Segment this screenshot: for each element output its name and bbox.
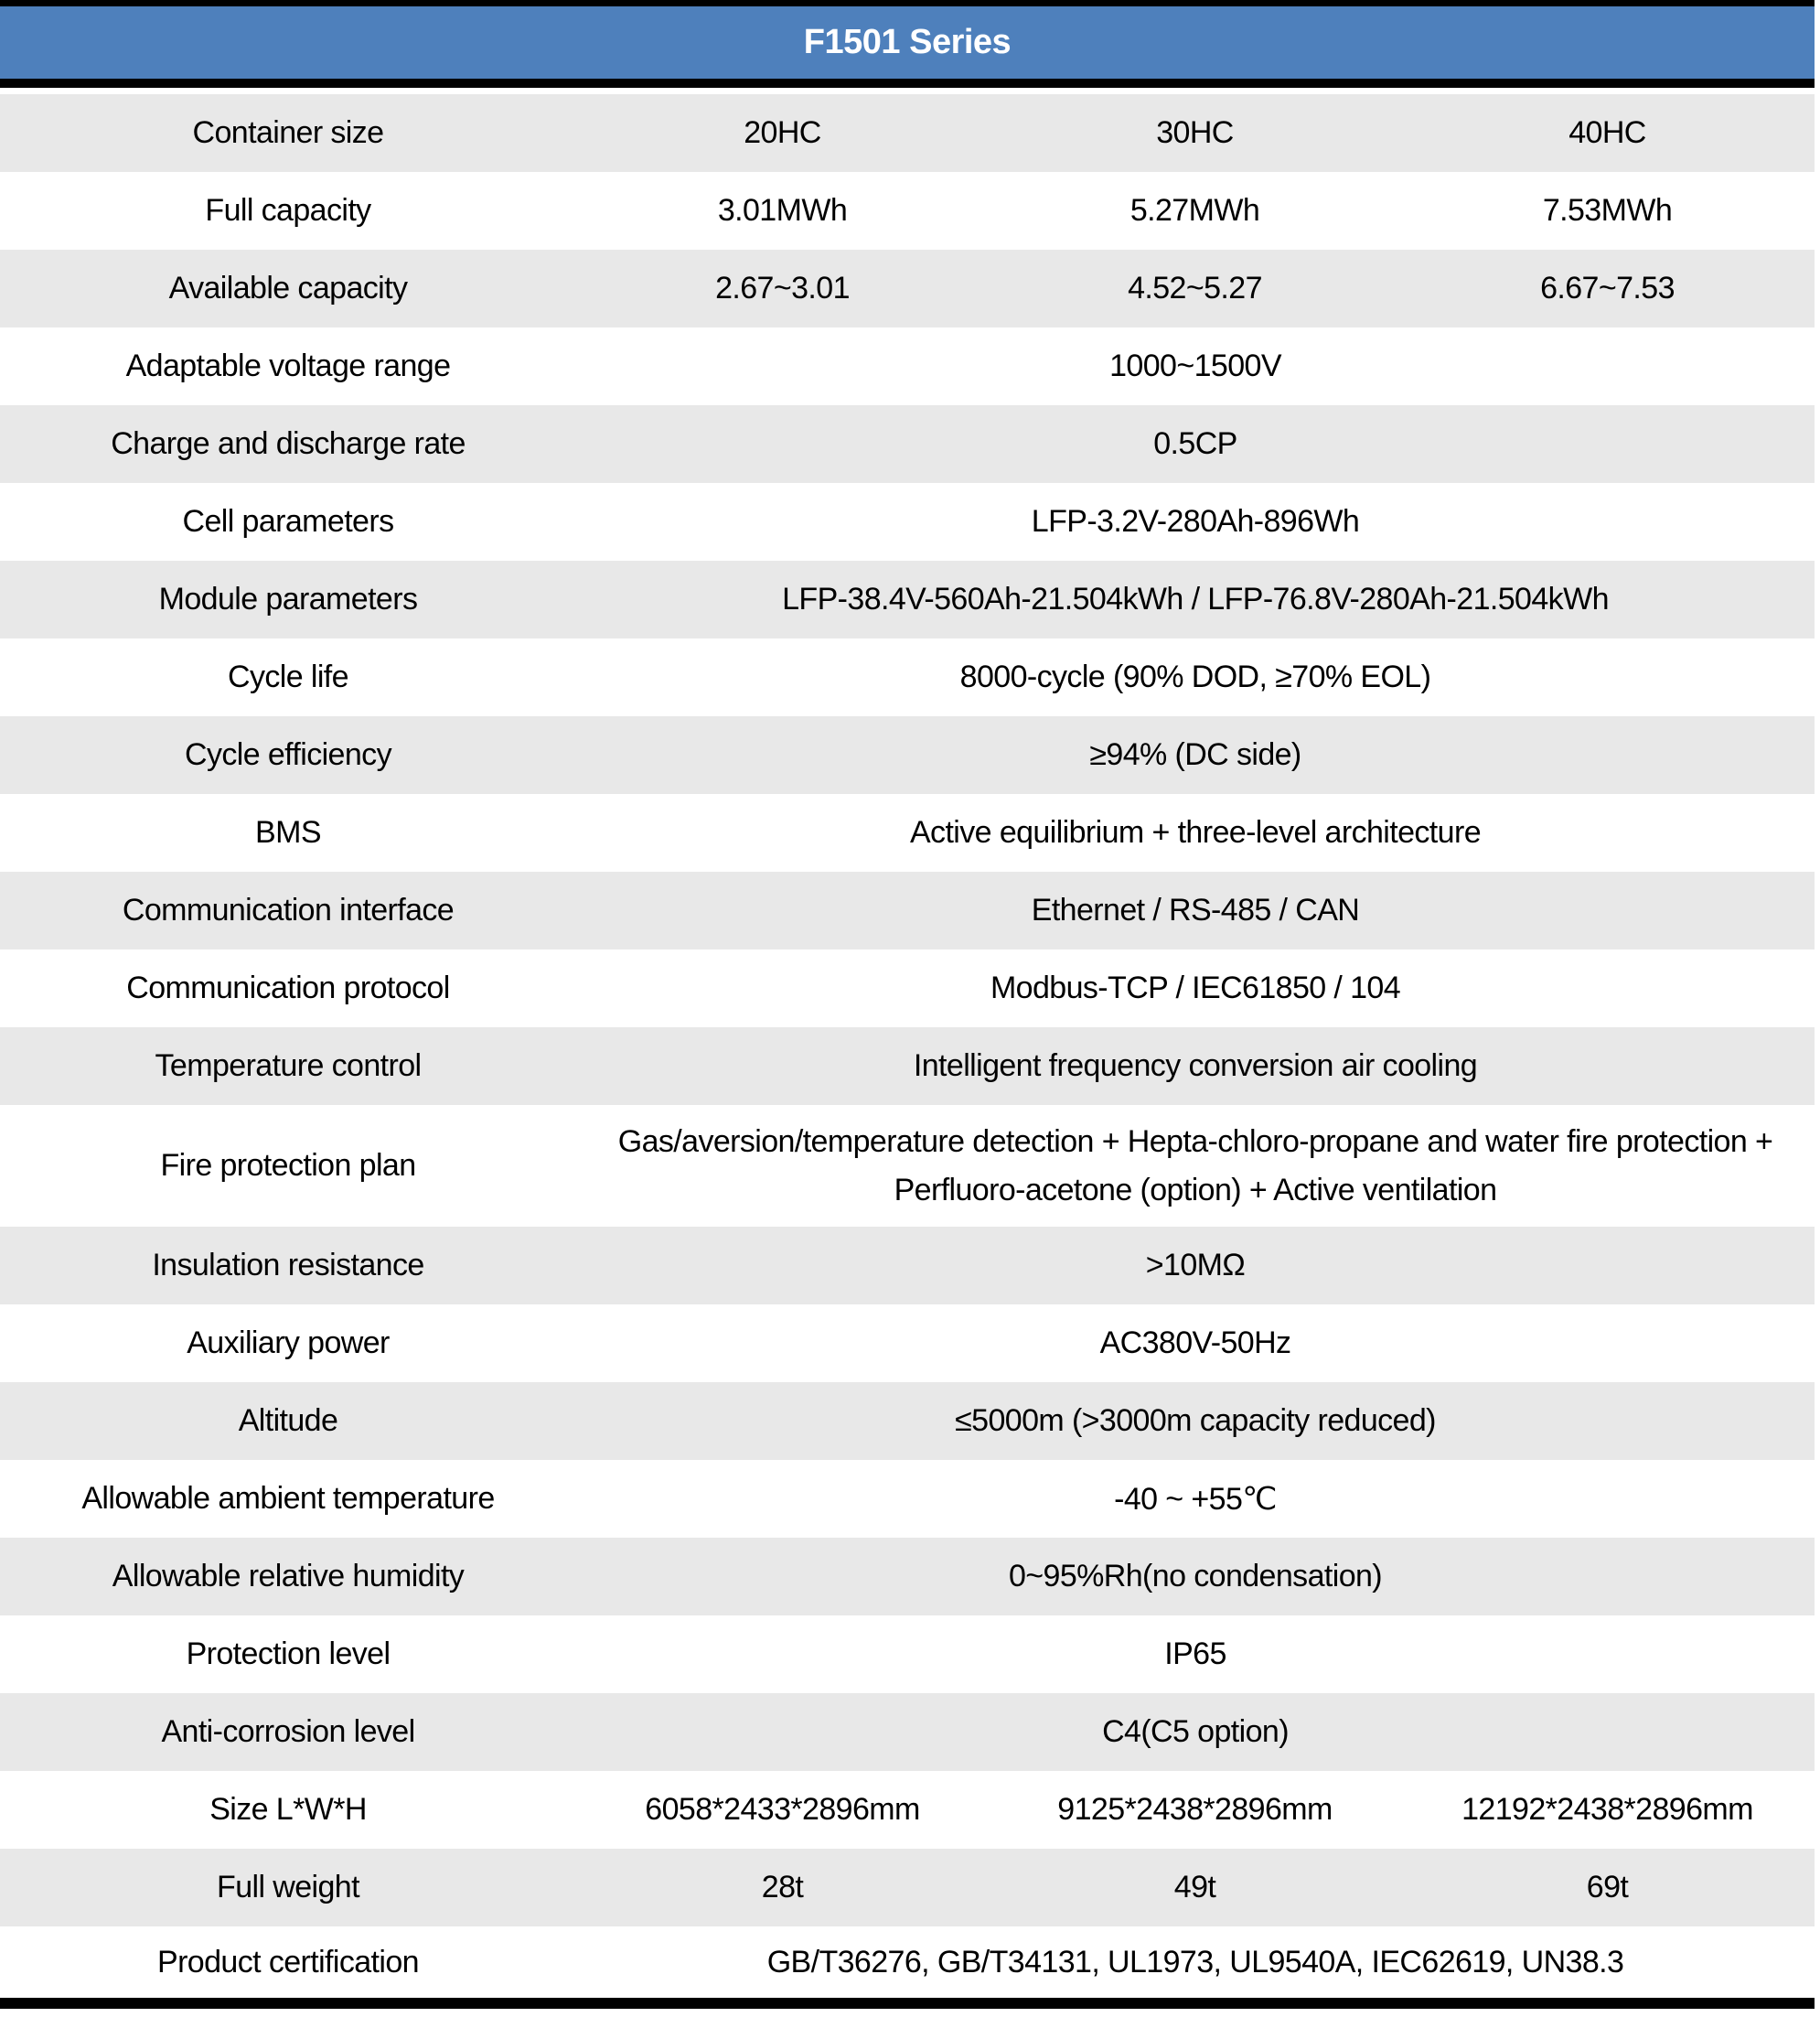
row-value: 8000-cycle (90% DOD, ≥70% EOL)	[959, 660, 1431, 694]
table-row-fire-protection-plan	[0, 1105, 1815, 1227]
bottom-black-bar	[0, 1998, 1815, 2009]
table-row-temperature-control	[0, 1027, 1815, 1105]
row-value: GB/T36276, GB/T34131, UL1973, UL9540A, IEC62619, UN38.3	[766, 1944, 1624, 1979]
table-row-allowable-relative-humidity	[0, 1538, 1815, 1615]
row-value: Active equilibrium + three-level architecture	[909, 815, 1481, 850]
row-value: Ethernet / RS-485 / CAN	[1031, 893, 1360, 928]
table-row-altitude	[0, 1382, 1815, 1460]
table-row-communication-protocol	[0, 949, 1815, 1027]
table-title: F1501 Series	[803, 23, 1012, 61]
row-value: IP65	[1164, 1636, 1226, 1671]
row-value: Modbus-TCP / IEC61850 / 104	[990, 971, 1401, 1005]
table-row-auxiliary-power	[0, 1304, 1815, 1382]
row-label: Temperature control	[155, 1048, 422, 1083]
row-value: -40 ~ +55℃	[1114, 1481, 1277, 1517]
row-label: Module parameters	[158, 582, 418, 617]
row-label: Altitude	[238, 1403, 338, 1438]
table-title-band	[0, 6, 1815, 79]
row-value: ≤5000m (>3000m capacity reduced)	[955, 1403, 1436, 1438]
row-value: 0.5CP	[1153, 426, 1237, 461]
row-value-20hc: 20HC	[744, 115, 821, 150]
row-label: Adaptable voltage range	[125, 349, 451, 383]
header-gap	[0, 88, 1815, 94]
row-value: 1000~1500V	[1109, 349, 1281, 383]
row-value-30hc: 4.52~5.27	[1128, 271, 1262, 306]
row-value: 0~95%Rh(no condensation)	[1008, 1559, 1383, 1593]
row-value-30hc: 9125*2438*2896mm	[1057, 1792, 1333, 1827]
row-value-20hc: 28t	[761, 1870, 804, 1904]
row-value: C4(C5 option)	[1102, 1714, 1289, 1749]
row-value-20hc: 2.67~3.01	[715, 271, 850, 306]
row-label: BMS	[255, 815, 321, 850]
row-value-40hc: 12192*2438*2896mm	[1461, 1792, 1753, 1827]
row-label: Communication interface	[122, 893, 455, 928]
table-row-full-weight	[0, 1849, 1815, 1926]
table-row-cell-parameters	[0, 483, 1815, 561]
top-black-bar	[0, 0, 1815, 6]
row-label: Full capacity	[205, 193, 371, 228]
row-value-30hc: 49t	[1173, 1870, 1216, 1904]
row-label: Cell parameters	[182, 504, 394, 539]
row-label: Full weight	[217, 1870, 359, 1904]
table-row-communication-interface	[0, 872, 1815, 949]
row-label: Size L*W*H	[209, 1792, 367, 1827]
table-row-adaptable-voltage-range	[0, 327, 1815, 405]
row-value: LFP-38.4V-560Ah-21.504kWh / LFP-76.8V-280Ah-21.504kWh	[782, 582, 1609, 617]
table-row-charge-discharge-rate	[0, 405, 1815, 483]
table-row-container-size	[0, 94, 1815, 172]
row-value: >10MΩ	[1145, 1248, 1246, 1282]
row-value: ≥94% (DC side)	[1089, 737, 1301, 772]
row-label: Cycle efficiency	[185, 737, 391, 772]
row-value-40hc: 6.67~7.53	[1540, 271, 1675, 306]
row-value: LFP-3.2V-280Ah-896Wh	[1031, 504, 1360, 539]
row-value: Gas/aversion/temperature detection + Hepta-chloro-propane and water fire protection + Perfluoro-acetone (option) + Active ventilation	[617, 1123, 1773, 1207]
row-label: Allowable relative humidity	[112, 1559, 465, 1593]
row-value: Intelligent frequency conversion air cooling	[913, 1048, 1478, 1083]
row-value-40hc: 7.53MWh	[1542, 193, 1673, 228]
table-row-cycle-life	[0, 638, 1815, 716]
row-label: Communication protocol	[126, 971, 450, 1005]
row-value-30hc: 5.27MWh	[1129, 193, 1260, 228]
row-label: Protection level	[186, 1636, 391, 1671]
row-value-40hc: 69t	[1586, 1870, 1629, 1904]
row-value: AC380V-50Hz	[1099, 1325, 1291, 1360]
table-row-insulation-resistance	[0, 1227, 1815, 1304]
row-value-20hc: 3.01MWh	[717, 193, 848, 228]
table-row-protection-level	[0, 1615, 1815, 1693]
row-label: Container size	[192, 115, 384, 150]
row-label: Available capacity	[168, 271, 408, 306]
row-label: Fire protection plan	[160, 1148, 416, 1183]
row-value-40hc: 40HC	[1568, 115, 1646, 150]
row-label: Charge and discharge rate	[111, 426, 466, 461]
row-label: Cycle life	[228, 660, 348, 694]
table-row-module-parameters	[0, 561, 1815, 638]
row-label: Insulation resistance	[152, 1248, 424, 1282]
table-row-bms	[0, 794, 1815, 872]
title-separator-bar	[0, 79, 1815, 88]
row-label: Anti-corrosion level	[161, 1714, 415, 1749]
row-value-20hc: 6058*2433*2896mm	[645, 1792, 920, 1827]
table-row-available-capacity	[0, 250, 1815, 327]
table-row-cycle-efficiency	[0, 716, 1815, 794]
table-row-size	[0, 1771, 1815, 1849]
table-row-anti-corrosion-level	[0, 1693, 1815, 1771]
row-label: Auxiliary power	[187, 1325, 390, 1360]
table-row-allowable-ambient-temperature	[0, 1460, 1815, 1538]
row-value-30hc: 30HC	[1156, 115, 1234, 150]
row-label: Allowable ambient temperature	[81, 1481, 495, 1516]
table-row-full-capacity	[0, 172, 1815, 250]
table-row-product-certification	[0, 1926, 1815, 1998]
row-label: Product certification	[157, 1944, 419, 1979]
